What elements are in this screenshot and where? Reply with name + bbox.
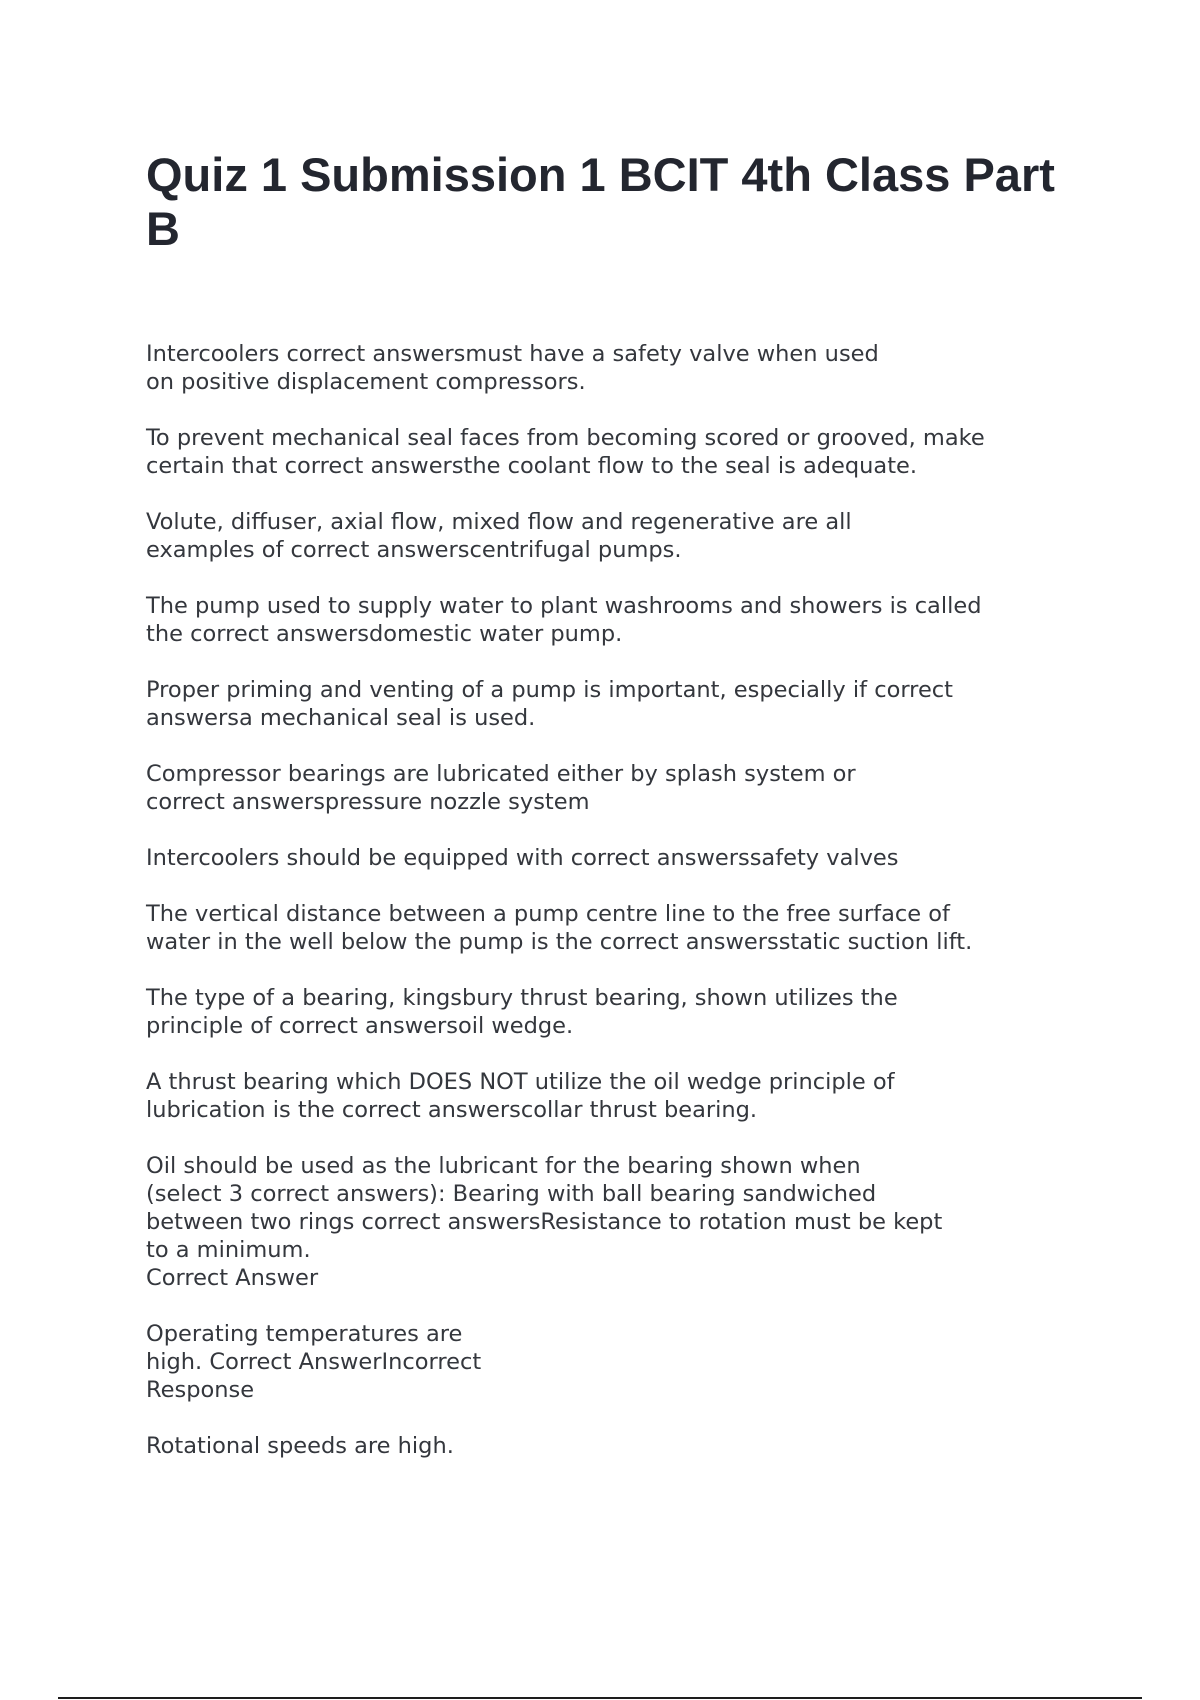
text-line: to a minimum. (146, 1237, 311, 1263)
text-line: Rotational speeds are high. (146, 1433, 454, 1459)
text-line: examples of correct answerscentrifugal pumps. (146, 537, 682, 563)
paragraph (146, 1152, 1066, 1292)
text-line: The vertical distance between a pump centre line to the free surface of (146, 901, 950, 927)
text-line: Intercoolers correct answersmust have a safety valve when used (146, 341, 879, 367)
text-line: Proper priming and venting of a pump is important, especially if correct (146, 677, 953, 703)
text-line: A thrust bearing which DOES NOT utilize the oil wedge principle of (146, 1069, 895, 1095)
text-line: Compressor bearings are lubricated either by splash system or (146, 761, 856, 787)
footer-divider (58, 1697, 1142, 1699)
page-title (146, 148, 1106, 256)
text-line: Response (146, 1377, 255, 1403)
text-line: The type of a bearing, kingsbury thrust bearing, shown utilizes the (146, 985, 898, 1011)
text-line: lubrication is the correct answerscollar thrust bearing. (146, 1097, 758, 1123)
text-line: water in the well below the pump is the correct answersstatic suction lift. (146, 929, 973, 955)
paragraph (146, 984, 1066, 1040)
title-line: Quiz 1 Submission 1 BCIT 4th Class Part (146, 148, 1055, 201)
paragraph (146, 1320, 1066, 1404)
text-line: between two rings correct answersResistance to rotation must be kept (146, 1209, 943, 1235)
paragraph (146, 1068, 1066, 1124)
text-line: To prevent mechanical seal faces from becoming scored or grooved, make (146, 425, 985, 451)
text-line: The pump used to supply water to plant washrooms and showers is called (146, 593, 982, 619)
text-line: correct answerspressure nozzle system (146, 789, 590, 815)
paragraph (146, 900, 1066, 956)
paragraph (146, 424, 1066, 480)
paragraph (146, 340, 1066, 396)
text-line: Intercoolers should be equipped with correct answerssafety valves (146, 845, 899, 871)
text-line: answersa mechanical seal is used. (146, 705, 536, 731)
text-line: Correct Answer (146, 1265, 319, 1291)
paragraph (146, 760, 1066, 816)
text-line: high. Correct AnswerIncorrect (146, 1349, 482, 1375)
paragraph (146, 592, 1066, 648)
paragraph (146, 676, 1066, 732)
paragraph (146, 844, 1066, 872)
text-line: (select 3 correct answers): Bearing with ball bearing sandwiched (146, 1181, 877, 1207)
paragraph (146, 1432, 1066, 1460)
text-line: certain that correct answersthe coolant flow to the seal is adequate. (146, 453, 918, 479)
text-line: Volute, diffuser, axial flow, mixed flow and regenerative are all (146, 509, 852, 535)
title-line: B (146, 202, 180, 255)
text-line: the correct answersdomestic water pump. (146, 621, 623, 647)
text-line: on positive displacement compressors. (146, 369, 586, 395)
text-line: principle of correct answersoil wedge. (146, 1013, 574, 1039)
paragraph (146, 508, 1066, 564)
text-line: Operating temperatures are (146, 1321, 463, 1347)
text-line: Oil should be used as the lubricant for the bearing shown when (146, 1153, 861, 1179)
document-body (146, 340, 1066, 1488)
